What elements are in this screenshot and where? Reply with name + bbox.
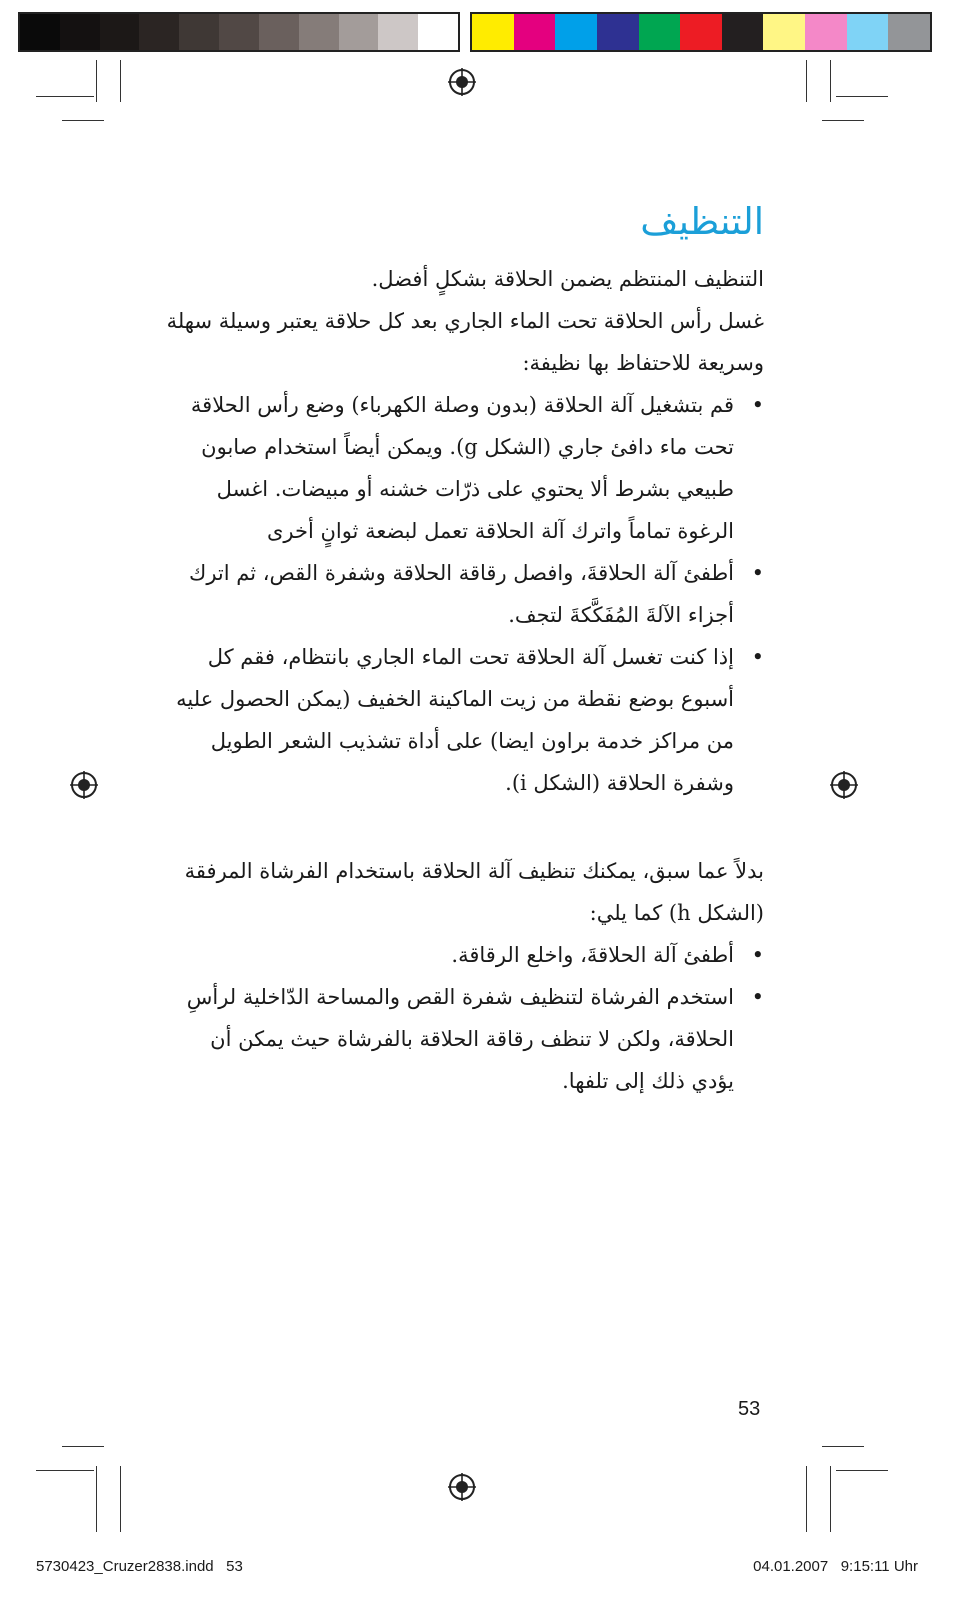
page-title: التنظيف xyxy=(640,200,764,243)
crop-mark xyxy=(830,60,831,102)
color-swatch-10 xyxy=(847,14,889,50)
registration-mark-icon xyxy=(447,1472,477,1502)
rinse-steps-list xyxy=(164,384,764,804)
gray-swatch-11 xyxy=(418,14,458,50)
page-number: 53 xyxy=(738,1398,761,1420)
gray-swatch-5 xyxy=(179,14,219,50)
list-item xyxy=(164,976,764,1102)
intro-text: التنظيف المنتظم يضمن الحلاقة بشكلٍ أفضل. xyxy=(371,267,764,291)
gray-swatch-10 xyxy=(378,14,418,50)
gray-swatch-9 xyxy=(339,14,379,50)
rinse-paragraph: غسل رأس الحلاقة تحت الماء الجاري بعد كل حلاقة يعتبر وسيلة سهلة وسريعة للاحتفاظ بها نظيفة: xyxy=(166,309,764,375)
color-swatch-4 xyxy=(597,14,639,50)
list-item-text: قم بتشغيل آلة الحلاقة (بدون وصلة الكهرباء) وضع رأس الحلاقة تحت ماء دافئ جاري (الشكل g). ويمكن أيضاً استخدام صابون طبيعي بشرط ألا يحتوي على ذرّات خشنه أو مبيضات. اغسل الرغوة تماماً واترك آلة الحلاقة تعمل لبضعة ثوانٍ أخرى xyxy=(190,393,734,543)
bullet-icon: • xyxy=(751,393,764,417)
crop-mark xyxy=(836,1470,888,1471)
crop-mark xyxy=(120,60,121,102)
bullet-icon: • xyxy=(751,561,764,585)
section-spacer xyxy=(164,804,764,850)
gray-swatch-1 xyxy=(20,14,60,50)
bullet-icon: • xyxy=(751,645,764,669)
list-item-text: أطفئ آلة الحلاقةَ، وافصل رقاقة الحلاقة وشفرة القص، ثم اترك أجزاء الآلةَ المُفَكَّكةَ لتجف. xyxy=(189,561,734,627)
bullet-icon: • xyxy=(751,985,764,1009)
color-swatch-8 xyxy=(763,14,805,50)
page-body xyxy=(164,258,764,1102)
crop-mark xyxy=(62,120,104,121)
list-item-text: إذا كنت تغسل آلة الحلاقة تحت الماء الجاري بانتظام، فقم كل أسبوع بوضع نقطة من زيت الماكينة الخفيف (يمكن الحصول عليه من مراكز خدمة براون ايضا) على أداة تشذيب الشعر الطويل وشفرة الحلاقة (الشكل i). xyxy=(176,645,734,795)
color-swatch-3 xyxy=(555,14,597,50)
color-swatch-1 xyxy=(472,14,514,50)
list-item-text: أطفئ آلة الحلاقةَ، واخلع الرقاقة. xyxy=(451,943,734,967)
grayscale-color-bar xyxy=(18,12,460,52)
color-swatch-2 xyxy=(514,14,556,50)
color-swatch-9 xyxy=(805,14,847,50)
crop-mark xyxy=(96,1466,97,1532)
list-item xyxy=(164,384,764,552)
slug-file-info: 5730423_Cruzer2838.indd 53 xyxy=(36,1558,243,1575)
crop-mark xyxy=(806,60,807,102)
crop-mark xyxy=(806,1466,807,1532)
brush-paragraph: بدلاً عما سبق، يمكنك تنظيف آلة الحلاقة باستخدام الفرشاة المرفقة (الشكل h) كما يلي: xyxy=(184,859,764,925)
list-item xyxy=(164,934,764,976)
registration-mark-icon xyxy=(829,770,859,800)
crop-mark xyxy=(36,96,94,97)
registration-mark-icon xyxy=(447,67,477,97)
list-item xyxy=(164,636,764,804)
gray-swatch-3 xyxy=(100,14,140,50)
crop-mark xyxy=(822,1446,864,1447)
gray-swatch-4 xyxy=(139,14,179,50)
color-swatch-11 xyxy=(888,14,930,50)
gray-swatch-6 xyxy=(219,14,259,50)
crop-mark xyxy=(836,96,888,97)
crop-mark xyxy=(830,1466,831,1532)
bullet-icon: • xyxy=(751,943,764,967)
gray-swatch-7 xyxy=(259,14,299,50)
crop-mark xyxy=(62,1446,104,1447)
process-color-bar xyxy=(470,12,932,52)
gray-swatch-8 xyxy=(299,14,339,50)
color-swatch-6 xyxy=(680,14,722,50)
gray-swatch-2 xyxy=(60,14,100,50)
list-item-text: استخدم الفرشاة لتنظيف شفرة القص والمساحة الدّاخلية لرأسِ الحلاقة، ولكن لا تنظف رقاقة الحلاقة بالفرشاة حيث يمكن أن يؤدي ذلك إلى تلفها. xyxy=(186,985,734,1093)
list-item xyxy=(164,552,764,636)
crop-mark xyxy=(822,120,864,121)
color-swatch-5 xyxy=(639,14,681,50)
crop-mark xyxy=(120,1466,121,1532)
crop-mark xyxy=(36,1470,94,1471)
slug-timestamp: 04.01.2007 9:15:11 Uhr xyxy=(753,1558,918,1575)
color-swatch-7 xyxy=(722,14,764,50)
crop-mark xyxy=(96,60,97,102)
registration-mark-icon xyxy=(69,770,99,800)
brush-steps-list xyxy=(164,934,764,1102)
